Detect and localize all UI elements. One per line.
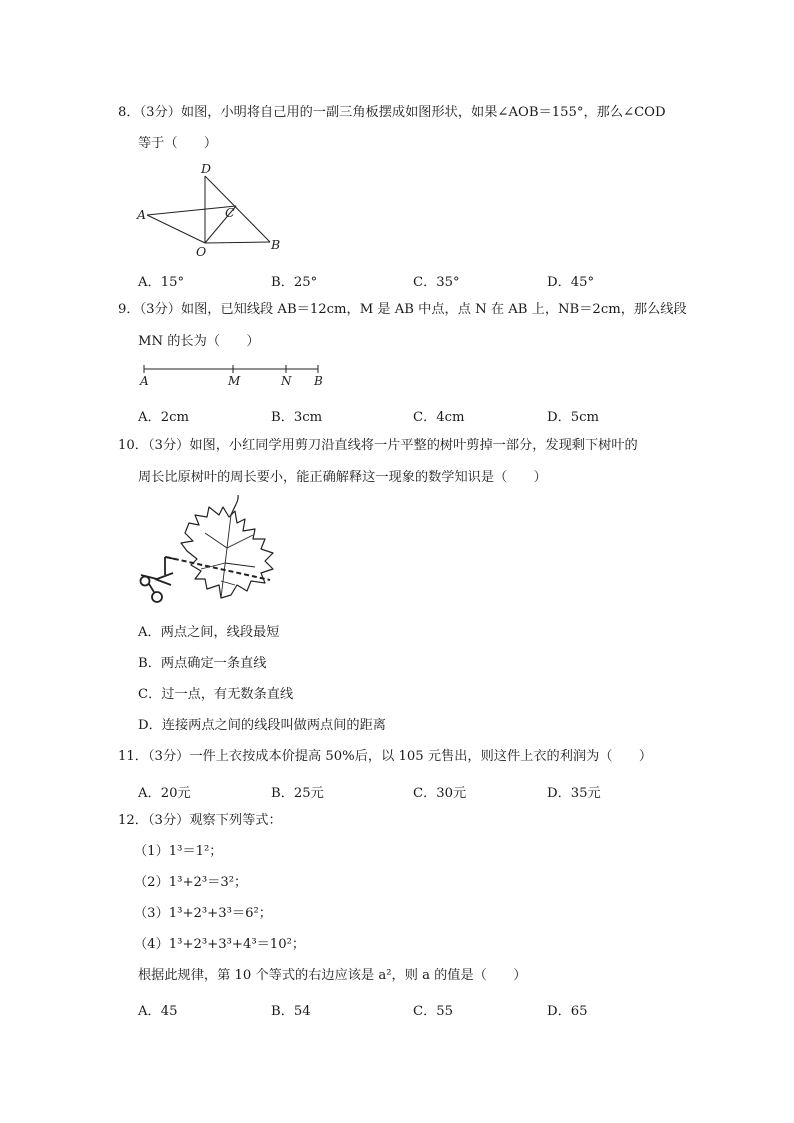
q11-option-c[interactable]: C．30元 bbox=[413, 786, 467, 801]
scissors-icon bbox=[141, 557, 176, 602]
q12-options bbox=[138, 1000, 658, 1019]
q8-triangle-figure bbox=[132, 160, 292, 262]
q9-option-d[interactable]: D．5cm bbox=[547, 410, 600, 425]
q8-options bbox=[138, 271, 658, 290]
q10-stem-line2: 周长比原树叶的周长要小，能正确解释这一现象的数学知识是（ ） bbox=[138, 470, 547, 485]
q9-stem-line1: 9．（3分）如图，已知线段 AB＝12cm，M 是 AB 中点，点 N 在 AB 上，NB＝2cm，那么线段 bbox=[118, 302, 687, 317]
q12-option-a[interactable]: A．45 bbox=[138, 1004, 178, 1019]
q9-label-B: B bbox=[314, 374, 323, 388]
q12-equation-3: （3）1³+2³+3³＝6²； bbox=[134, 906, 272, 921]
q8-label-A: A bbox=[137, 207, 147, 222]
q9-stem-line2: MN 的长为（ ） bbox=[138, 334, 260, 349]
q12-equation-2: （2）1³+2³＝3²； bbox=[134, 875, 248, 890]
q9-option-b[interactable]: B．3cm bbox=[271, 410, 323, 425]
q9-label-N: N bbox=[281, 374, 292, 388]
q9-option-a[interactable]: A．2cm bbox=[138, 410, 189, 425]
q10-option-d[interactable]: D．连接两点之间的线段叫做两点间的距离 bbox=[138, 718, 386, 733]
q8-segment-AC bbox=[147, 206, 236, 215]
q9-label-A: A bbox=[140, 374, 149, 388]
q9-label-M: M bbox=[228, 374, 241, 388]
q8-option-b[interactable]: B．25° bbox=[271, 275, 318, 290]
q10-option-a[interactable]: A．两点之间，线段最短 bbox=[138, 625, 280, 640]
q8-label-B: B bbox=[271, 237, 281, 252]
q12-option-d[interactable]: D．65 bbox=[547, 1004, 588, 1019]
q8-stem-line2: 等于（ ） bbox=[138, 136, 218, 151]
q8-segment-AO bbox=[147, 215, 205, 243]
q10-option-c[interactable]: C．过一点，有无数条直线 bbox=[138, 687, 294, 702]
q8-option-d[interactable]: D．45° bbox=[547, 275, 595, 290]
q11-option-a[interactable]: A．20元 bbox=[138, 786, 191, 801]
q11-option-b[interactable]: B．25元 bbox=[271, 786, 324, 801]
q8-option-c[interactable]: C．35° bbox=[413, 275, 460, 290]
q8-option-a[interactable]: A．15° bbox=[138, 275, 185, 290]
q12-rule-text: 根据此规律，第 10 个等式的右边应该是 a²，则 a 的值是（ ） bbox=[138, 968, 527, 983]
q8-label-D: D bbox=[201, 161, 212, 176]
q8-segment-OB bbox=[205, 242, 270, 243]
q9-option-c[interactable]: C．4cm bbox=[413, 410, 465, 425]
q11-stem-line1: 11．（3分）一件上衣按成本价提高 50%后，以 105 元售出，则这件上衣的利润为（ ） bbox=[118, 749, 653, 764]
q10-stem-line1: 10．（3分）如图，小红同学用剪刀沿直线将一片平整的树叶剪掉一部分，发现剩下树叶的 bbox=[118, 438, 638, 453]
q12-option-b[interactable]: B．54 bbox=[271, 1004, 311, 1019]
q10-option-b[interactable]: B．两点确定一条直线 bbox=[138, 656, 267, 671]
q9-options bbox=[138, 406, 658, 425]
q12-stem-line1: 12．（3分）观察下列等式： bbox=[118, 813, 282, 828]
q9-segment-figure bbox=[136, 360, 332, 390]
q8-label-O: O bbox=[196, 244, 207, 259]
q8-stem-line1: 8．（3分）如图，小明将自己用的一副三角板摆成如图形状，如果∠AOB＝155°，那么∠COD bbox=[118, 105, 666, 120]
q8-label-C: C bbox=[225, 205, 235, 220]
q12-option-c[interactable]: C．55 bbox=[413, 1004, 454, 1019]
q11-options bbox=[138, 782, 658, 801]
q11-option-d[interactable]: D．35元 bbox=[547, 786, 601, 801]
q10-leaf-scissors-figure bbox=[135, 493, 285, 615]
leaf-icon bbox=[181, 507, 273, 598]
q12-equation-4: （4）1³+2³+3³+4³＝10²； bbox=[134, 937, 306, 952]
q12-equation-1: （1）1³＝1²； bbox=[134, 844, 223, 859]
